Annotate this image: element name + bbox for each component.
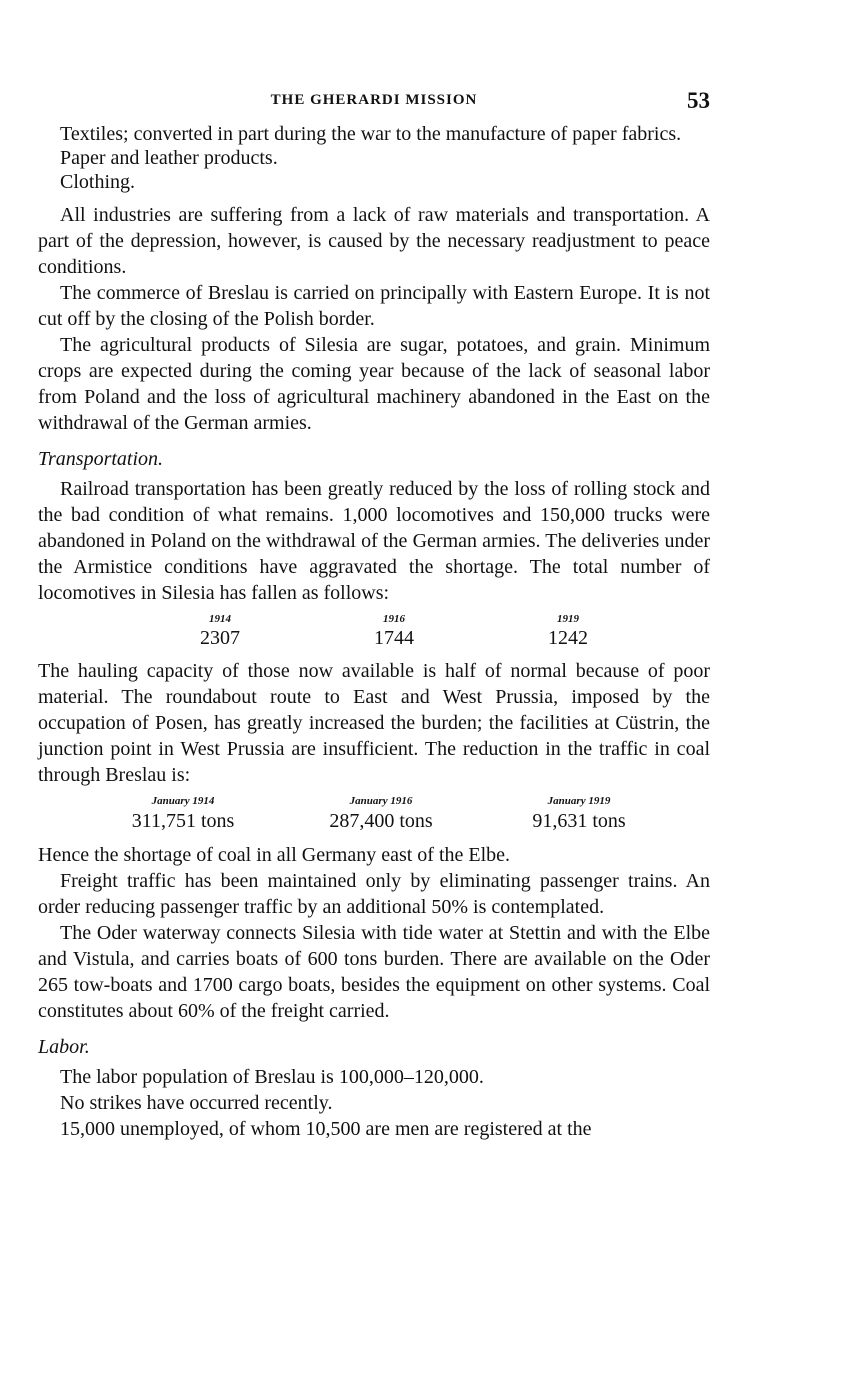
- locomotives-column: [528, 612, 608, 650]
- coal-tonnage: 311,751 tons: [131, 810, 235, 832]
- paragraph-hauling: The hauling capacity of those now available is half of normal because of poor material. The roundabout route to East and West Prussia, imposed by the occupation of Posen, has greatly increased the burden; the facilities at Cüstrin, the junction point in West Prussia are insufficient. The reduction in the traffic in coal through Breslau is:: [38, 660, 710, 786]
- paragraph-unemployed: 15,000 unemployed, of whom 10,500 are men are registered at the: [60, 1118, 592, 1140]
- coal-period: January 1916: [349, 795, 413, 807]
- running-title: THE GHERARDI MISSION: [270, 92, 478, 108]
- paragraph-commerce: The commerce of Breslau is carried on principally with Eastern Europe. It is not cut off by the closing of the Polish border.: [38, 282, 710, 330]
- coal-period: January 1919: [547, 795, 611, 807]
- locomotives-count: 1242: [548, 627, 588, 649]
- paragraph-oder-waterway: The Oder waterway connects Silesia with tide water at Stettin and with the Elbe and Vistula, and carries boats of 600 tons burden. There are available on the Oder 265 tow-boats and 1700 cargo boats, besides the equipment on other systems. Coal constitutes about 60% of the freight carried.: [38, 922, 710, 1022]
- locomotives-year: 1914: [209, 613, 231, 625]
- coal-traffic-table: [38, 794, 710, 834]
- locomotives-count: 1744: [374, 627, 414, 649]
- industry-item: Clothing.: [60, 171, 136, 193]
- section-heading-labor: Labor.: [38, 1036, 90, 1058]
- coal-tonnage: 287,400 tons: [329, 810, 433, 832]
- coal-column: [118, 794, 248, 834]
- paragraph-strikes: No strikes have occurred recently.: [60, 1092, 333, 1114]
- paragraph-coal-shortage: Hence the shortage of coal in all Germany east of the Elbe.: [38, 844, 511, 866]
- industries-list: [38, 122, 710, 194]
- paragraph-labor-population: The labor population of Breslau is 100,000–120,000.: [60, 1066, 484, 1088]
- coal-tonnage: 91,631 tons: [532, 810, 626, 832]
- coal-column: [514, 794, 644, 834]
- locomotives-table: [38, 612, 710, 650]
- locomotives-year: 1919: [557, 613, 579, 625]
- section-heading-transportation: Transportation.: [38, 448, 164, 470]
- locomotives-column: [354, 612, 434, 650]
- paragraph-industries: All industries are suffering from a lack of raw materials and transportation. A part of the depression, however, is caused by the necessary readjustment to peace conditions.: [38, 204, 710, 278]
- document-page: [38, 88, 710, 1142]
- coal-period: January 1914: [151, 795, 215, 807]
- industry-item: Paper and leather products.: [60, 147, 278, 169]
- page-number: 53: [687, 88, 710, 113]
- paragraph-freight: Freight traffic has been maintained only by eliminating passenger trains. An order reducing passenger traffic by an additional 50% is contemplated.: [38, 870, 710, 918]
- coal-column: [316, 794, 446, 834]
- industry-item: Textiles; converted in part during the war to the manufacture of paper fabrics.: [60, 123, 682, 145]
- locomotives-year: 1916: [383, 613, 405, 625]
- locomotives-column: [180, 612, 260, 650]
- paragraph-agriculture: The agricultural products of Silesia are sugar, potatoes, and grain. Minimum crops are expected during the coming year because of the lack of seasonal labor from Poland and the loss of agricultural machinery abandoned in the East on the withdrawal of the German armies.: [38, 334, 710, 434]
- paragraph-railroad: Railroad transportation has been greatly reduced by the loss of rolling stock and the bad condition of what remains. 1,000 locomotives and 150,000 trucks were abandoned in Poland on the withdrawal of the German armies. The deliveries under the Armistice conditions have aggravated the shortage. The total number of locomotives in Silesia has fallen as follows:: [38, 478, 710, 604]
- page-header: [38, 88, 710, 118]
- locomotives-count: 2307: [200, 627, 240, 649]
